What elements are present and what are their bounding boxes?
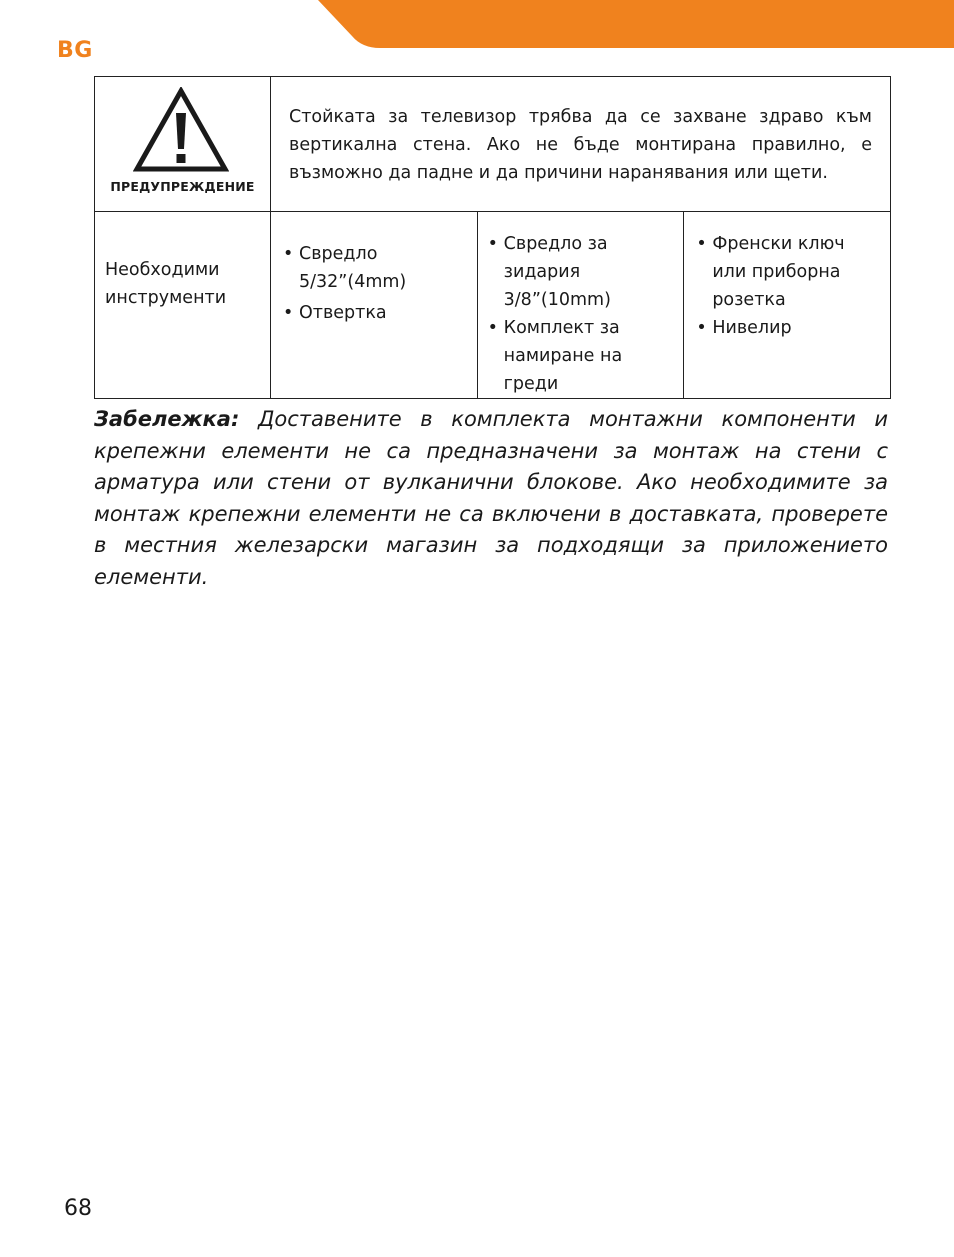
tools-label-cell [95, 212, 271, 399]
note-text: Доставените в комплекта монтажни компоненти и крепежни елементи не са предназначени за монтаж на стени с арматура или стени от вулканични блокове. Ако необходимите за монтаж крепежни елементи не са включени в доставката, проверете в местния железарски магазин за подходящи за приложението елементи. [94, 407, 888, 589]
list-item: • Френски ключ или приборна розетка [692, 230, 884, 314]
bullet: • [487, 318, 498, 338]
list-item: • Свредло 5/32”(4mm) [279, 240, 469, 296]
list-item: • Нивелир [692, 314, 884, 342]
bullet: • [487, 234, 498, 254]
header-accent-bar [0, 0, 954, 50]
warning-label: ПРЕДУПРЕЖДЕНИЕ [110, 179, 255, 194]
list-item: • Комплект за намиране на греди [484, 314, 678, 398]
warning-tools-table [94, 76, 891, 399]
bullet: • [696, 318, 707, 338]
bullet: • [283, 303, 294, 323]
warning-triangle-icon [133, 87, 229, 173]
bullet: • [283, 244, 294, 264]
tools-list-3 [684, 212, 890, 342]
list-item: • Свредло за зидария 3/8”(10mm) [484, 230, 678, 314]
language-code: BG [57, 38, 93, 63]
tools-column-1 [271, 212, 478, 399]
warning-text: Стойката за телевизор трябва да се захване здраво към вертикална стена. Ако не бъде монтирана правилно, е възможно да падне и да причини наранявания или щети. [289, 107, 872, 183]
tools-column-2 [477, 212, 684, 399]
tools-list-2 [478, 212, 684, 398]
tools-column-3 [684, 212, 891, 399]
bullet: • [696, 234, 707, 254]
warning-text-cell [271, 77, 891, 212]
list-item: • Отвертка [279, 299, 469, 327]
tools-label: Необходими инструменти [105, 260, 227, 308]
note-prefix: Забележка: [94, 407, 240, 431]
page-number: 68 [64, 1196, 92, 1221]
warning-icon-cell [95, 77, 271, 212]
note-paragraph [94, 404, 888, 593]
tools-list-1 [271, 212, 477, 327]
